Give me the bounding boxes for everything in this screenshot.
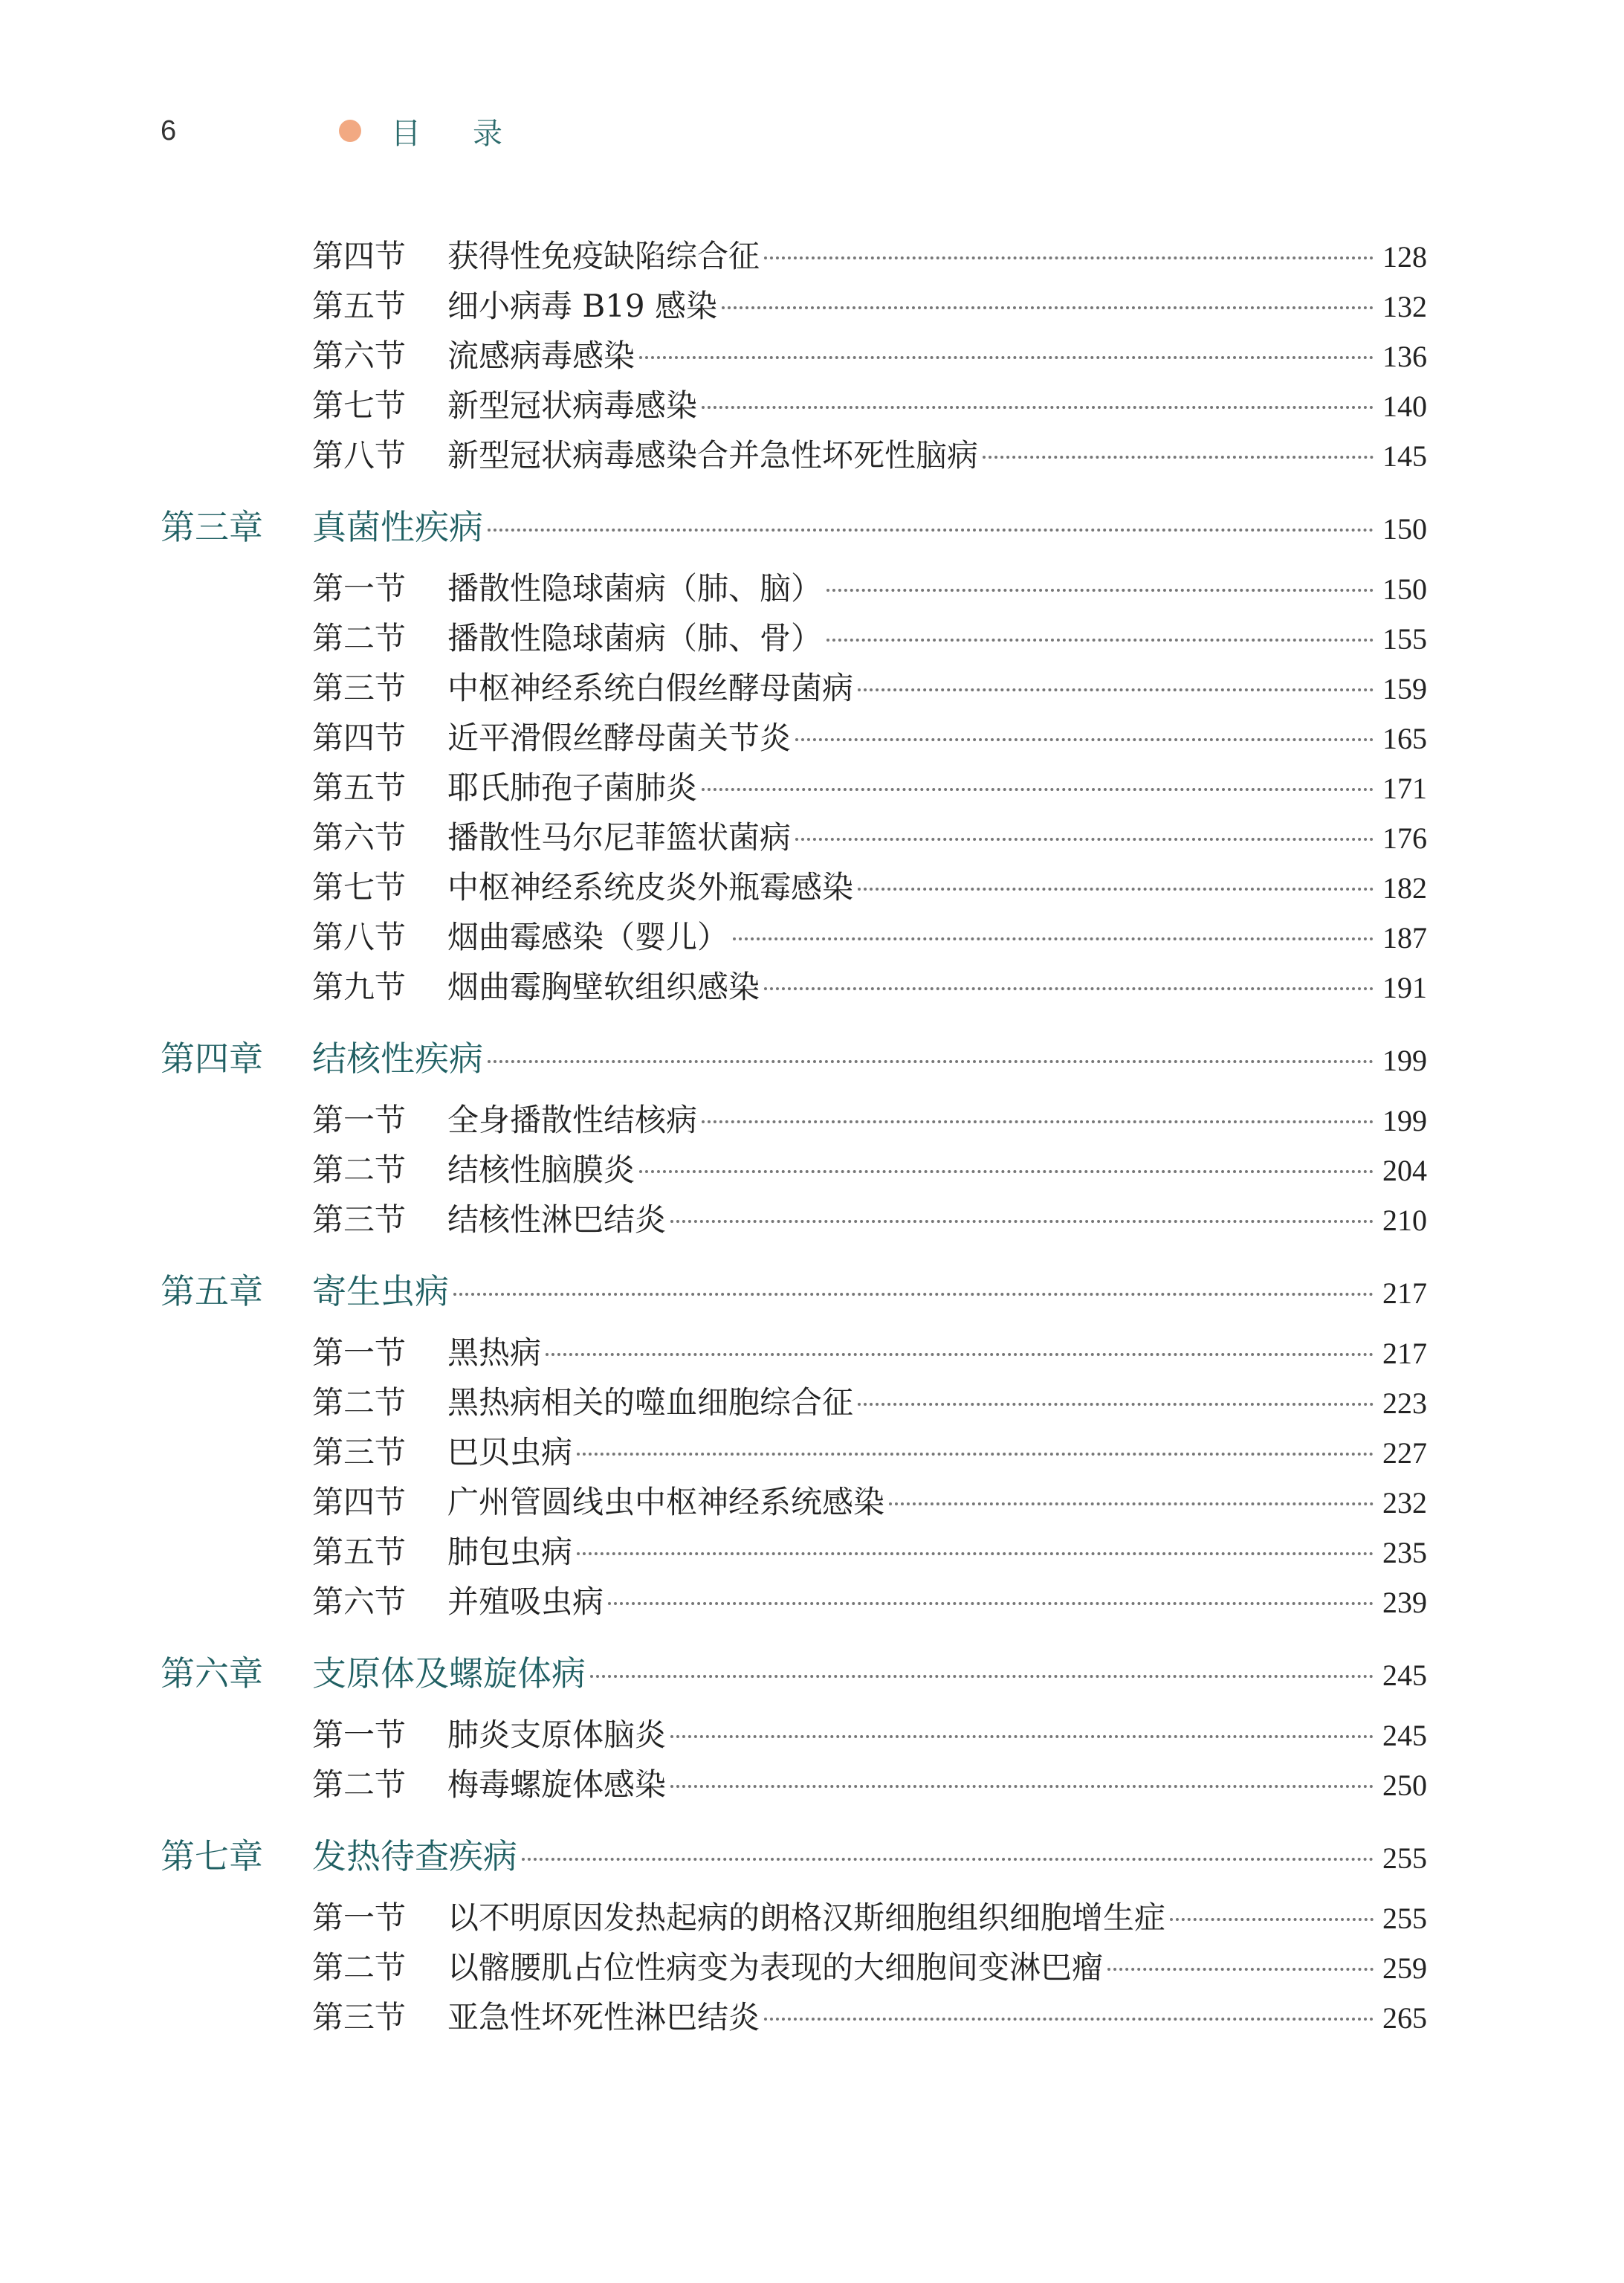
leader-dots: [577, 1552, 1374, 1555]
toc-section-entry[interactable]: [161, 614, 1427, 664]
toc-section-entry[interactable]: [161, 232, 1427, 282]
section-label: 第四节: [312, 1484, 407, 1520]
section-label: 第六节: [312, 338, 407, 374]
section-title: 播散性隐球菌病（肺、骨）: [447, 620, 823, 656]
section-title: 巴贝虫病: [447, 1434, 573, 1470]
leader-dots: [826, 639, 1374, 642]
page-ref: 217: [1382, 1276, 1427, 1310]
page-ref: 145: [1382, 439, 1427, 473]
page-ref: 210: [1382, 1204, 1427, 1237]
leader-dots: [1107, 1968, 1374, 1971]
section-label: 第一节: [312, 1102, 407, 1138]
section-label: 第二节: [312, 1949, 407, 1986]
section-title: 结核性脑膜炎: [447, 1152, 635, 1188]
leader-dots: [702, 406, 1374, 409]
section-title: 流感病毒感染: [447, 338, 635, 374]
page-ref: 136: [1382, 340, 1427, 373]
toc-section-entry[interactable]: [161, 813, 1427, 863]
toc-section-entry[interactable]: [161, 1528, 1427, 1578]
section-label: 第七节: [312, 869, 407, 905]
toc-section-entry[interactable]: [161, 332, 1427, 381]
toc-section-entry[interactable]: [161, 1760, 1427, 1810]
toc-section-entry[interactable]: [161, 1328, 1427, 1378]
page-ref: 191: [1382, 971, 1427, 1004]
chapter-label: 第六章: [161, 1653, 263, 1693]
section-label: 第二节: [312, 1152, 407, 1188]
chapter-title: 真菌性疾病: [312, 507, 483, 547]
leader-dots: [639, 356, 1374, 359]
page-ref: 150: [1382, 572, 1427, 606]
page-ref: 245: [1382, 1659, 1427, 1692]
page-ref: 235: [1382, 1536, 1427, 1569]
section-label: 第三节: [312, 670, 407, 706]
page-ref: 223: [1382, 1386, 1427, 1420]
page-ref: 176: [1382, 821, 1427, 855]
page-ref: 182: [1382, 871, 1427, 905]
page-ref: 232: [1382, 1486, 1427, 1520]
page-ref: 165: [1382, 722, 1427, 755]
bullet-dot-icon: [339, 120, 361, 142]
page-ref: 217: [1382, 1337, 1427, 1370]
toc-section-entry[interactable]: [161, 863, 1427, 913]
toc-section-entry[interactable]: [161, 664, 1427, 714]
section-title: 全身播散性结核病: [447, 1102, 698, 1138]
section-label: 第三节: [312, 1434, 407, 1470]
section-title: 并殖吸虫病: [447, 1583, 604, 1620]
leader-dots: [858, 888, 1374, 891]
leader-dots: [639, 1170, 1374, 1173]
page-header: [161, 110, 554, 152]
leader-dots: [670, 1220, 1374, 1223]
toc-chapter-entry[interactable]: [161, 1265, 1427, 1318]
section-label: 第五节: [312, 288, 407, 324]
toc-section-entry[interactable]: [161, 913, 1427, 963]
section-label: 第一节: [312, 1899, 407, 1936]
section-label: 第二节: [312, 620, 407, 656]
table-of-contents: [161, 232, 1427, 2043]
section-title: 亚急性坏死性淋巴结炎: [447, 1999, 760, 2035]
toc-section-entry[interactable]: [161, 431, 1427, 481]
leader-dots: [453, 1293, 1374, 1296]
section-label: 第八节: [312, 919, 407, 955]
toc-section-entry[interactable]: [161, 714, 1427, 763]
section-title: 结核性淋巴结炎: [447, 1201, 667, 1238]
leader-dots: [546, 1353, 1374, 1356]
section-title: 近平滑假丝酵母菌关节炎: [447, 720, 792, 756]
toc-chapter-entry[interactable]: [161, 1032, 1427, 1085]
section-label: 第一节: [312, 570, 407, 607]
section-title: 肺包虫病: [447, 1534, 573, 1570]
leader-dots: [670, 1735, 1374, 1738]
toc-section-entry[interactable]: [161, 1893, 1427, 1943]
section-label: 第八节: [312, 437, 407, 474]
leader-dots: [733, 937, 1374, 940]
toc-section-entry[interactable]: [161, 1195, 1427, 1245]
section-title: 梅毒螺旋体感染: [447, 1766, 667, 1803]
section-title: 耶氏肺孢子菌肺炎: [447, 769, 698, 806]
leader-dots: [826, 589, 1374, 592]
section-label: 第五节: [312, 1534, 407, 1570]
section-title: 中枢神经系统白假丝酵母菌病: [447, 670, 854, 706]
section-title: 广州管圆线虫中枢神经系统感染: [447, 1484, 885, 1520]
section-title: 中枢神经系统皮炎外瓶霉感染: [447, 869, 854, 905]
leader-dots: [795, 738, 1374, 741]
page-ref: 239: [1382, 1586, 1427, 1619]
section-title: 播散性马尔尼菲篮状菌病: [447, 819, 792, 856]
page-number: 6: [161, 114, 177, 146]
section-label: 第五节: [312, 769, 407, 806]
toc-section-entry[interactable]: [161, 1578, 1427, 1627]
chapter-label: 第五章: [161, 1271, 263, 1311]
page-ref: 155: [1382, 622, 1427, 656]
page-ref: 132: [1382, 290, 1427, 323]
section-title: 新型冠状病毒感染合并急性坏死性脑病: [447, 437, 979, 474]
section-title: 烟曲霉感染（婴儿）: [447, 919, 729, 955]
leader-dots: [522, 1858, 1374, 1861]
leader-dots: [764, 2018, 1374, 2021]
page-ref: 150: [1382, 512, 1427, 546]
page-ref: 250: [1382, 1769, 1427, 1802]
leader-dots: [608, 1602, 1374, 1605]
page-ref: 204: [1382, 1154, 1427, 1187]
chapter-label: 第七章: [161, 1836, 263, 1876]
page-ref: 199: [1382, 1044, 1427, 1077]
section-title: 肺炎支原体脑炎: [447, 1717, 667, 1753]
section-label: 第一节: [312, 1334, 407, 1371]
leader-dots: [590, 1675, 1374, 1678]
chapter-label: 第三章: [161, 507, 263, 547]
page-ref: 255: [1382, 1841, 1427, 1875]
page-ref: 171: [1382, 772, 1427, 805]
section-title: 黑热病: [447, 1334, 542, 1371]
section-label: 第六节: [312, 819, 407, 856]
leader-dots: [488, 529, 1374, 532]
page-ref: 159: [1382, 672, 1427, 705]
toc-section-entry[interactable]: [161, 1428, 1427, 1478]
toc-chapter-entry[interactable]: [161, 1830, 1427, 1883]
toc-section-entry[interactable]: [161, 282, 1427, 332]
toc-section-entry[interactable]: [161, 1478, 1427, 1528]
section-label: 第三节: [312, 1999, 407, 2035]
section-title: 烟曲霉胸壁软组织感染: [447, 969, 760, 1005]
toc-section-entry[interactable]: [161, 381, 1427, 431]
section-label: 第三节: [312, 1201, 407, 1238]
page-ref: 265: [1382, 2001, 1427, 2035]
chapter-title: 寄生虫病: [312, 1271, 449, 1311]
leader-dots: [702, 788, 1374, 791]
chapter-title: 发热待查疾病: [312, 1836, 517, 1876]
section-title: 播散性隐球菌病（肺、脑）: [447, 570, 823, 607]
page-ref: 227: [1382, 1436, 1427, 1470]
page-ref: 187: [1382, 921, 1427, 955]
section-title: 获得性免疫缺陷综合征: [447, 238, 760, 274]
toc-section-entry[interactable]: [161, 763, 1427, 813]
toc-chapter-entry[interactable]: [161, 1647, 1427, 1700]
leader-dots: [983, 456, 1374, 459]
toc-section-entry[interactable]: [161, 1711, 1427, 1760]
leader-dots: [1170, 1918, 1374, 1921]
section-label: 第一节: [312, 1717, 407, 1753]
leader-dots: [858, 1403, 1374, 1406]
section-label: 第二节: [312, 1384, 407, 1421]
toc-section-entry[interactable]: [161, 1943, 1427, 1993]
chapter-label: 第四章: [161, 1039, 263, 1079]
page-ref: 255: [1382, 1902, 1427, 1935]
section-label: 第二节: [312, 1766, 407, 1803]
section-title: 黑热病相关的噬血细胞综合征: [447, 1384, 854, 1421]
leader-dots: [577, 1453, 1374, 1456]
page-ref: 140: [1382, 390, 1427, 423]
leader-dots: [889, 1502, 1374, 1505]
toc-section-entry[interactable]: [161, 1146, 1427, 1195]
section-title: 以髂腰肌占位性病变为表现的大细胞间变淋巴瘤: [447, 1949, 1104, 1986]
leader-dots: [795, 838, 1374, 841]
leader-dots: [488, 1060, 1374, 1063]
section-title: 新型冠状病毒感染: [447, 387, 698, 424]
header-title: 目录: [391, 116, 554, 151]
leader-dots: [764, 987, 1374, 990]
page-ref: 245: [1382, 1719, 1427, 1752]
toc-section-entry[interactable]: [161, 1378, 1427, 1428]
section-label: 第六节: [312, 1583, 407, 1620]
leader-dots: [764, 256, 1374, 259]
toc-section-entry[interactable]: [161, 1096, 1427, 1146]
toc-chapter-entry[interactable]: [161, 500, 1427, 554]
section-label: 第七节: [312, 387, 407, 424]
leader-dots: [670, 1785, 1374, 1788]
section-label: 第四节: [312, 720, 407, 756]
section-label: 第四节: [312, 238, 407, 274]
page-ref: 199: [1382, 1104, 1427, 1137]
toc-section-entry[interactable]: [161, 963, 1427, 1013]
leader-dots: [722, 306, 1374, 309]
chapter-title: 结核性疾病: [312, 1039, 483, 1079]
page-ref: 128: [1382, 240, 1427, 274]
toc-section-entry[interactable]: [161, 564, 1427, 614]
leader-dots: [858, 688, 1374, 691]
leader-dots: [702, 1120, 1374, 1123]
chapter-title: 支原体及螺旋体病: [312, 1653, 586, 1693]
section-title: 以不明原因发热起病的朗格汉斯细胞组织细胞增生症: [447, 1899, 1166, 1936]
page-ref: 259: [1382, 1951, 1427, 1985]
toc-section-entry[interactable]: [161, 1993, 1427, 2043]
section-title: 细小病毒 B19 感染: [447, 288, 718, 324]
section-label: 第九节: [312, 969, 407, 1005]
